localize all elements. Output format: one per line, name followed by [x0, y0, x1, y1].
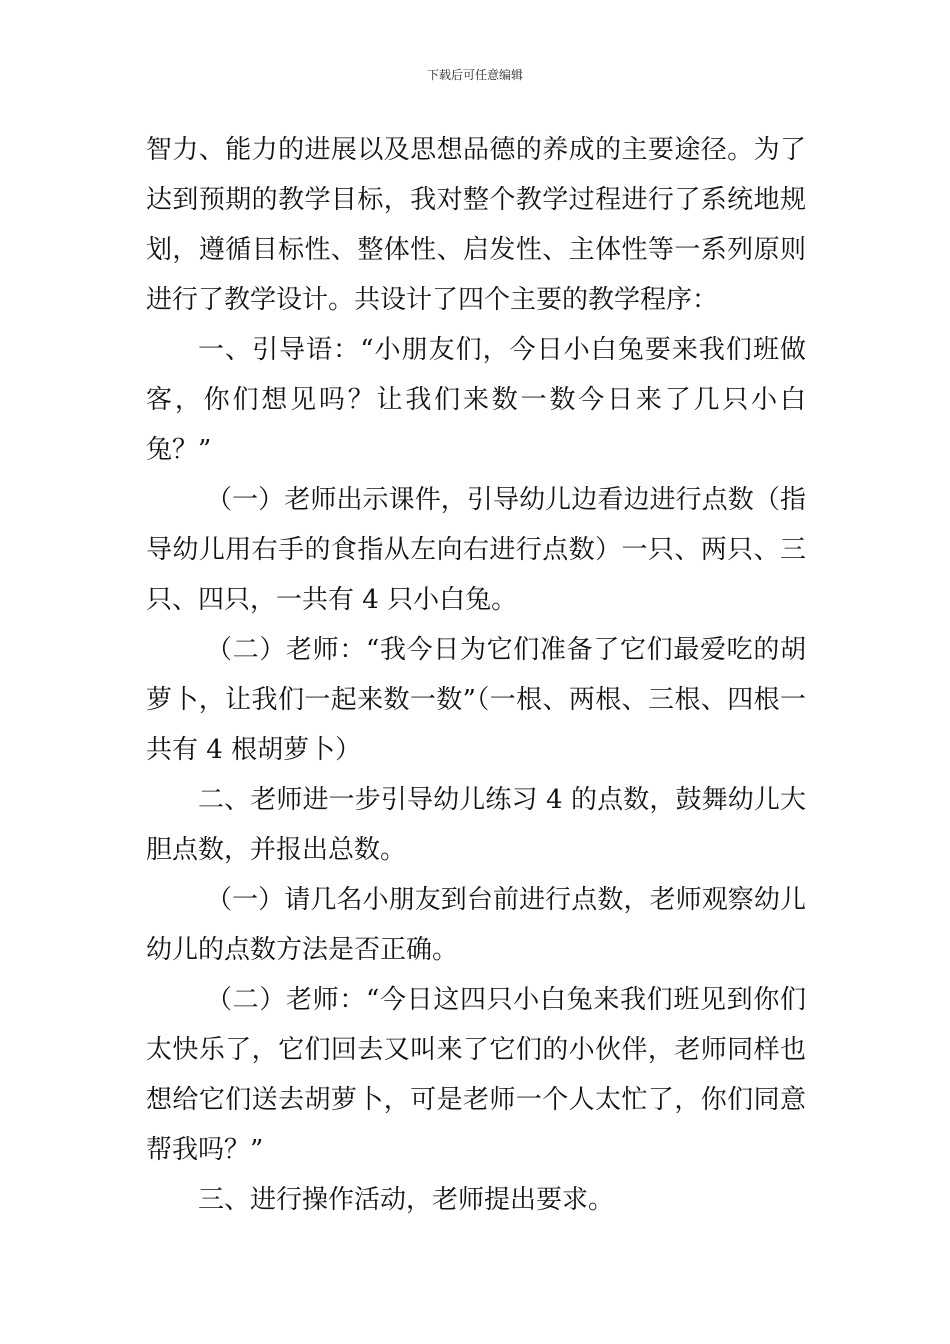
- paragraph-section-2: 二、老师进一步引导幼儿练习 4 的点数，鼓舞幼儿大胆点数，并报出总数。: [146, 785, 806, 865]
- paragraph-section-1-item-2: （二）老师：“我今日为它们准备了它们最爱吃的胡萝卜，让我们一起来数一数”（一根、两根、三根、四根一共有 4 根胡萝卜）: [146, 635, 806, 765]
- paragraph-intro: 智力、能力的进展以及思想品德的养成的主要途径。为了达到预期的教学目标，我对整个教学过程进行了系统地规划，遵循目标性、整体性、启发性、主体性等一系列原则进行了教学设计。共设计了四个主要的教学程序：: [146, 135, 806, 315]
- paragraph-section-3: 三、进行操作活动，老师提出要求。: [198, 1185, 615, 1215]
- paragraph-section-1: 一、引导语：“小朋友们，今日小白兔要来我们班做客，你们想见吗？让我们来数一数今日来了几只小白兔？”: [146, 335, 806, 465]
- paragraph-section-1-item-1: （一）老师出示课件，引导幼儿边看边进行点数（指导幼儿用右手的食指从左向右进行点数）一只、两只、三只、四只，一共有 4 只小白兔。: [146, 485, 806, 615]
- paragraph-section-2-item-2: （二）老师：“今日这四只小白兔来我们班见到你们太快乐了，它们回去又叫来了它们的小伙伴，老师同样也想给它们送去胡萝卜，可是老师一个人太忙了，你们同意帮我吗？”: [146, 985, 806, 1165]
- document-body: [146, 125, 806, 1225]
- page-header: 下载后可任意编辑: [426, 68, 523, 82]
- paragraph-section-2-item-1: （一）请几名小朋友到台前进行点数，老师观察幼儿幼儿的点数方法是否正确。: [146, 885, 806, 965]
